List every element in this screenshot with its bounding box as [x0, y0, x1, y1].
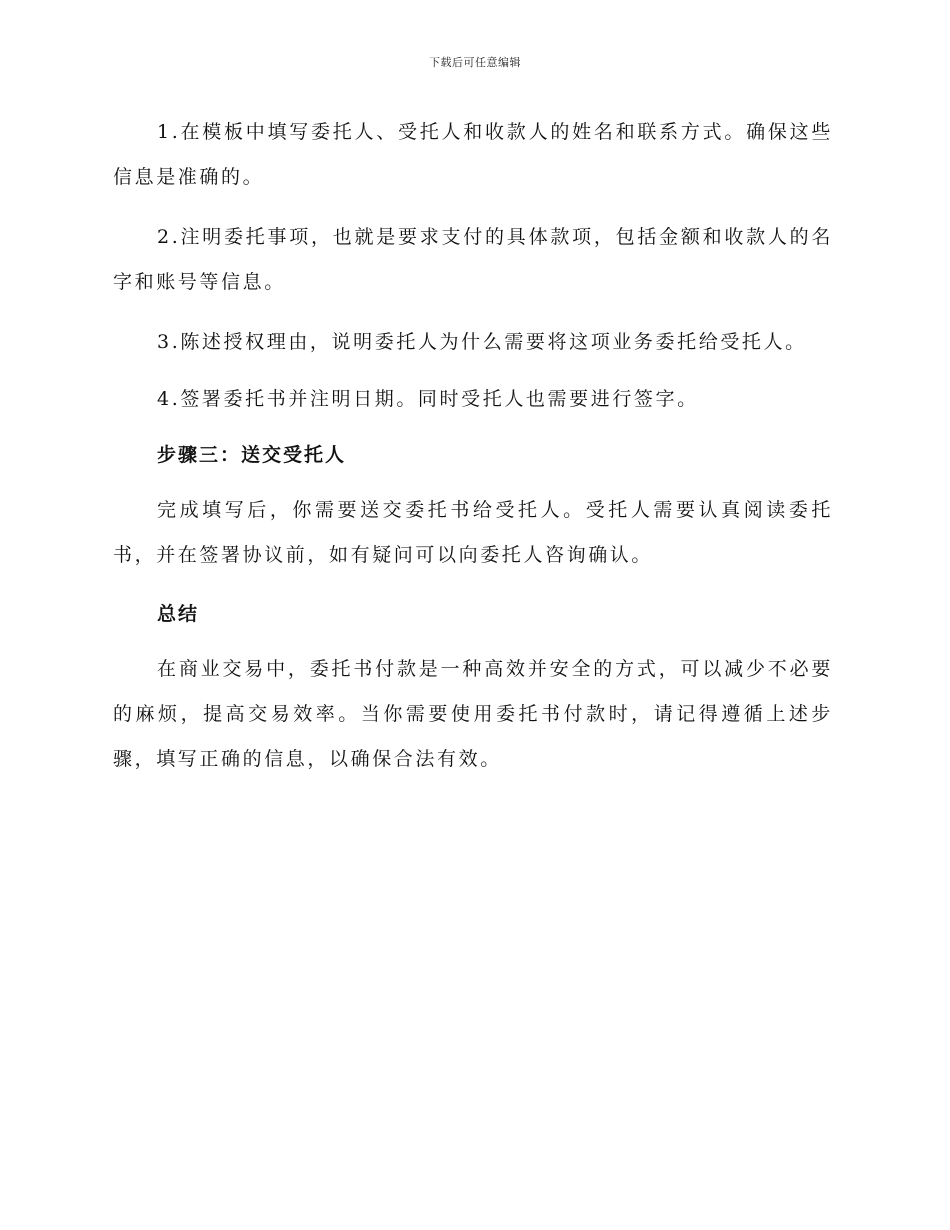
section-3-heading: 步骤三：送交受托人 [157, 444, 347, 466]
section-3-paragraph: 完成填写后，你需要送交委托书给受托人。受托人需要认真阅读委托书，并在签署协议前，如有疑问可以向委托人咨询确认。 [113, 499, 833, 566]
step-2-paragraph: 2.注明委托事项，也就是要求支付的具体款项，包括金额和收款人的名字和账号等信息。 [113, 226, 833, 293]
summary-paragraph: 在商业交易中，委托书付款是一种高效并安全的方式，可以减少不必要的麻烦，提高交易效率。当你需要使用委托书付款时，请记得遵循上述步骤，填写正确的信息，以确保合法有效。 [113, 658, 833, 770]
step-4-paragraph: 4.签署委托书并注明日期。同时受托人也需要进行签字。 [157, 388, 699, 410]
step-1-paragraph: 1.在模板中填写委托人、受托人和收款人的姓名和联系方式。确保这些信息是准确的。 [113, 121, 833, 188]
step-3-paragraph: 3.陈述授权理由，说明委托人为什么需要将这项业务委托给受托人。 [157, 331, 807, 353]
summary-heading: 总结 [157, 603, 200, 625]
page-header: 下载后可任意编辑 [429, 56, 521, 69]
document-body [113, 110, 833, 797]
